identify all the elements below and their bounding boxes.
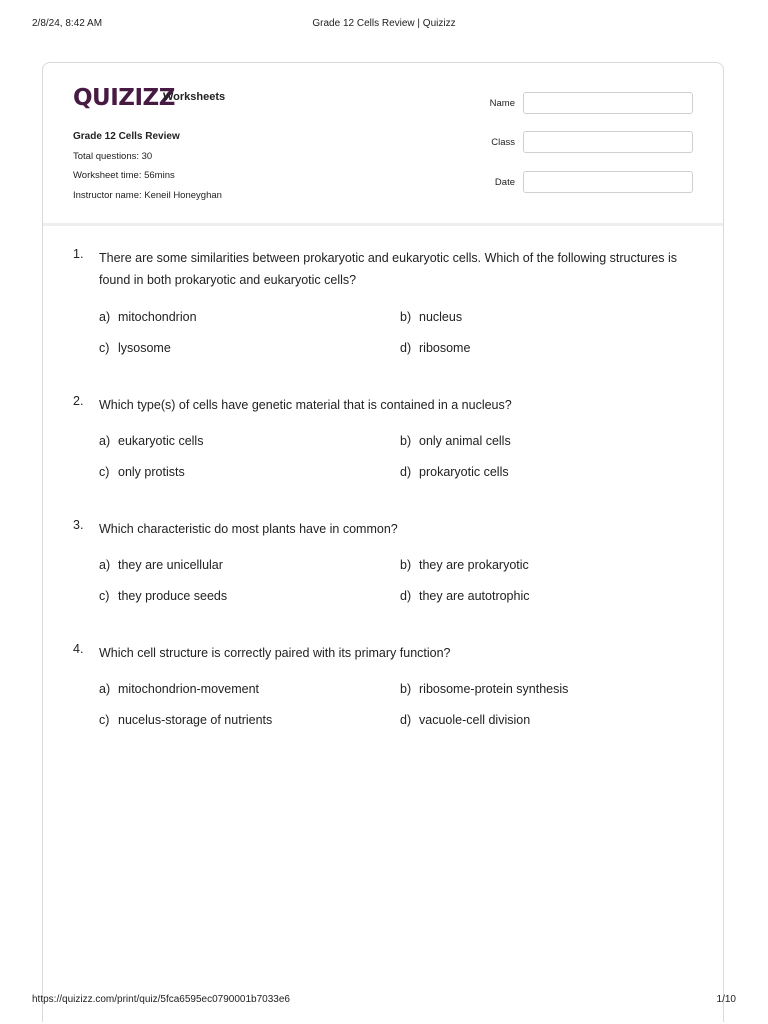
option-text: vacuole-cell division <box>419 713 531 727</box>
question-4 <box>73 642 703 742</box>
option-b <box>400 310 462 324</box>
name-label: Name <box>489 98 515 109</box>
option-letter: c) <box>99 341 110 355</box>
option-c <box>99 713 272 727</box>
option-b <box>400 682 568 696</box>
option-letter: c) <box>99 713 110 727</box>
option-text: prokaryotic cells <box>419 465 509 479</box>
option-d <box>400 589 530 603</box>
instructor-name: Instructor name: Keneil Honeyghan <box>73 189 222 201</box>
option-text: they are autotrophic <box>419 589 530 603</box>
option-c <box>99 341 171 355</box>
option-text: nucleus <box>419 310 463 324</box>
question-text: Which characteristic do most plants have in common? <box>99 522 398 536</box>
print-footer <box>32 994 736 1008</box>
option-text: ribosome <box>419 341 471 355</box>
option-c <box>99 589 227 603</box>
option-b <box>400 434 511 448</box>
class-field-row <box>463 131 695 155</box>
option-letter: d) <box>400 589 412 603</box>
option-letter: a) <box>99 310 111 324</box>
print-title: Grade 12 Cells Review | Quizizz <box>312 18 456 29</box>
option-letter: b) <box>400 682 412 696</box>
question-text: Which cell structure is correctly paired with its primary function? <box>99 646 451 660</box>
print-datetime: 2/8/24, 8:42 AM <box>32 18 103 29</box>
worksheet-card <box>42 62 724 1022</box>
worksheet-header <box>43 63 723 226</box>
option-letter: b) <box>400 310 412 324</box>
option-b <box>400 558 529 572</box>
question-number: 1. <box>73 247 84 261</box>
option-a <box>99 558 223 572</box>
question-text: There are some similarities between prokaryotic and eukaryotic cells. Which of the following structures is found in both prokaryotic and eukaryotic cells? <box>99 251 678 287</box>
option-text: they are prokaryotic <box>419 558 529 572</box>
option-letter: d) <box>400 465 412 479</box>
option-letter: a) <box>99 682 111 696</box>
option-a <box>99 434 203 448</box>
date-field[interactable] <box>523 171 693 193</box>
question-number: 2. <box>73 394 84 408</box>
print-url[interactable]: https://quizizz.com/print/quiz/5fca6595ec0790001b7033e6 <box>32 994 290 1005</box>
option-c <box>99 465 185 479</box>
option-text: ribosome-protein synthesis <box>419 682 569 696</box>
class-field[interactable] <box>523 131 693 153</box>
worksheet-time: Worksheet time: 56mins <box>73 170 175 181</box>
option-a <box>99 310 197 324</box>
question-3 <box>73 518 703 618</box>
option-letter: a) <box>99 434 111 448</box>
option-text: only protists <box>118 465 185 479</box>
print-header <box>32 18 736 32</box>
option-text: lysosome <box>118 341 171 355</box>
option-letter: d) <box>400 341 412 355</box>
option-letter: d) <box>400 713 412 727</box>
logo-wordmark: QUIZIZZ <box>73 85 175 111</box>
worksheet-title: Grade 12 Cells Review <box>73 131 180 142</box>
option-text: they are unicellular <box>118 558 223 572</box>
name-field-row <box>463 92 695 116</box>
question-number: 3. <box>73 518 84 532</box>
name-field[interactable] <box>523 92 693 114</box>
question-1 <box>73 247 703 367</box>
question-2 <box>73 394 703 494</box>
option-a <box>99 682 259 696</box>
total-questions: Total questions: 30 <box>73 150 153 162</box>
question-number: 4. <box>73 642 84 656</box>
option-text: nucelus-storage of nutrients <box>118 713 273 727</box>
option-d <box>400 465 509 479</box>
option-text: mitochondrion-movement <box>118 682 260 696</box>
option-text: they produce seeds <box>118 589 228 603</box>
option-letter: a) <box>99 558 111 572</box>
question-text: Which type(s) of cells have genetic material that is contained in a nucleus? <box>99 398 512 412</box>
page-number: 1/10 <box>716 994 736 1005</box>
option-text: only animal cells <box>419 434 511 448</box>
option-d <box>400 713 530 727</box>
option-letter: b) <box>400 434 412 448</box>
logo-subtitle: Worksheets <box>163 91 226 103</box>
option-letter: c) <box>99 465 110 479</box>
class-label: Class <box>491 137 515 148</box>
date-label: Date <box>494 177 515 188</box>
option-text: mitochondrion <box>118 310 197 324</box>
option-letter: b) <box>400 558 412 572</box>
date-field-row <box>463 171 695 195</box>
worksheet-meta <box>73 127 222 205</box>
option-letter: c) <box>99 589 110 603</box>
option-d <box>400 341 470 355</box>
option-text: eukaryotic cells <box>118 434 204 448</box>
